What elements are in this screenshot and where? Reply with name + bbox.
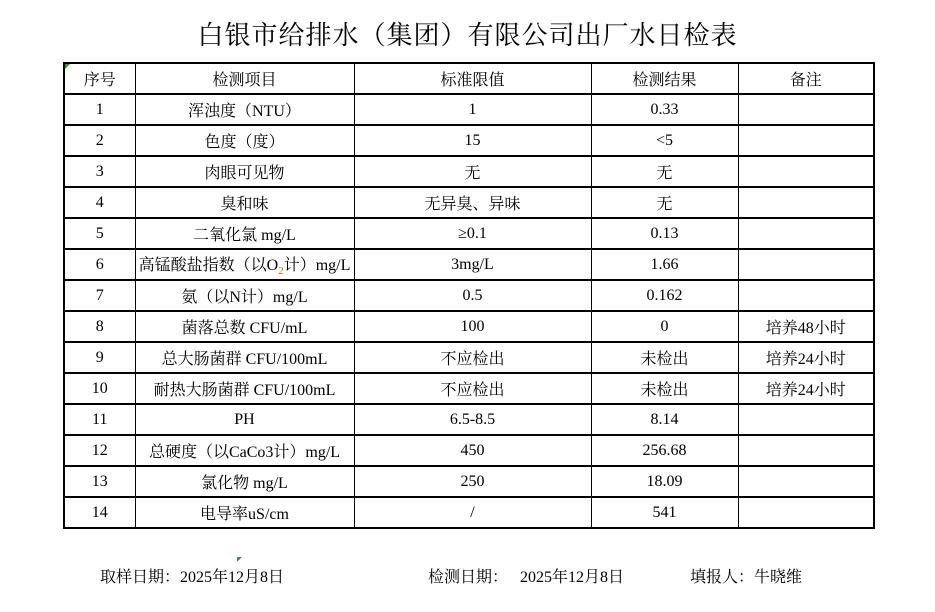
cell-result[interactable]: 1.66 <box>591 249 738 280</box>
cell-limit[interactable]: 1 <box>354 94 591 125</box>
page-title: 白银市给排水（集团）有限公司出厂水日检表 <box>197 21 738 50</box>
cell-remark[interactable] <box>738 187 874 218</box>
cell-no[interactable]: 14 <box>64 497 135 528</box>
cell-limit[interactable]: 0.5 <box>354 280 591 311</box>
table-row <box>64 311 874 342</box>
cell-remark[interactable] <box>738 94 874 125</box>
cell-item[interactable]: 总硬度（以CaCo3计）mg/L <box>135 435 354 466</box>
cell-item[interactable]: 色度（度） <box>135 125 354 156</box>
cell-no[interactable]: 9 <box>64 342 135 373</box>
cell-item[interactable]: 总大肠菌群 CFU/100mL <box>135 342 354 373</box>
cell-remark[interactable]: 培养24小时 <box>738 373 874 404</box>
cell-no[interactable]: 13 <box>64 466 135 497</box>
cell-remark[interactable] <box>738 249 874 280</box>
header-cell-item[interactable]: 检测项目 <box>135 63 354 94</box>
header-cell-result[interactable]: 检测结果 <box>591 63 738 94</box>
cell-result[interactable]: 8.14 <box>591 404 738 435</box>
cell-result[interactable]: 0.33 <box>591 94 738 125</box>
cell-item[interactable] <box>135 249 354 280</box>
sample-date <box>100 564 284 587</box>
cell-item[interactable]: 电导率uS/cm <box>135 497 354 528</box>
cell-result[interactable]: 541 <box>591 497 738 528</box>
table-row <box>64 249 874 280</box>
cell-remark[interactable] <box>738 280 874 311</box>
test-date <box>428 564 624 587</box>
cell-error-marker-icon <box>237 557 242 562</box>
cell-remark[interactable] <box>738 435 874 466</box>
cell-limit[interactable]: 不应检出 <box>354 342 591 373</box>
cell-result[interactable]: 无 <box>591 187 738 218</box>
cell-item[interactable]: 肉眼可见物 <box>135 156 354 187</box>
cell-remark[interactable]: 培养48小时 <box>738 311 874 342</box>
cell-item[interactable]: 二氧化氯 mg/L <box>135 218 354 249</box>
cell-item[interactable]: 耐热大肠菌群 CFU/100mL <box>135 373 354 404</box>
table-row <box>64 342 874 373</box>
cell-remark[interactable] <box>738 156 874 187</box>
table-row <box>64 94 874 125</box>
cell-remark[interactable]: 培养24小时 <box>738 342 874 373</box>
cell-result[interactable]: 18.09 <box>591 466 738 497</box>
cell-remark[interactable] <box>738 404 874 435</box>
table-row <box>64 373 874 404</box>
sample-date-value: 2025年12月8日 <box>180 569 285 586</box>
cell-limit[interactable]: 100 <box>354 311 591 342</box>
daily-check-table <box>63 62 875 529</box>
cell-remark[interactable] <box>738 497 874 528</box>
reporter-value: 牛晓维 <box>754 569 803 586</box>
test-date-label: 检测日期： <box>428 569 509 586</box>
cell-limit[interactable]: 不应检出 <box>354 373 591 404</box>
cell-no[interactable]: 6 <box>64 249 135 280</box>
cell-no[interactable]: 2 <box>64 125 135 156</box>
cell-limit[interactable]: 3mg/L <box>354 249 591 280</box>
cell-item[interactable]: 菌落总数 CFU/mL <box>135 311 354 342</box>
cell-item[interactable]: PH <box>135 404 354 435</box>
header-cell-remark[interactable]: 备注 <box>738 63 874 94</box>
cell-limit[interactable]: ≥0.1 <box>354 218 591 249</box>
cell-limit[interactable]: 450 <box>354 435 591 466</box>
table-row <box>64 280 874 311</box>
cell-no[interactable]: 3 <box>64 156 135 187</box>
cell-limit[interactable]: 15 <box>354 125 591 156</box>
cell-limit[interactable]: 无异臭、异味 <box>354 187 591 218</box>
cell-no[interactable]: 10 <box>64 373 135 404</box>
cell-no[interactable]: 1 <box>64 94 135 125</box>
cell-result[interactable]: 未检出 <box>591 342 738 373</box>
table-row <box>64 466 874 497</box>
cell-result[interactable]: 0.13 <box>591 218 738 249</box>
header-cell-no[interactable]: 序号 <box>64 63 135 94</box>
cell-no[interactable]: 7 <box>64 280 135 311</box>
cell-result[interactable]: 256.68 <box>591 435 738 466</box>
subscript-2: 2 <box>278 265 284 277</box>
cell-item[interactable]: 氨（以N计）mg/L <box>135 280 354 311</box>
table-row <box>64 435 874 466</box>
cell-remark[interactable] <box>738 218 874 249</box>
cell-no[interactable]: 11 <box>64 404 135 435</box>
table-row <box>64 497 874 528</box>
cell-no[interactable]: 4 <box>64 187 135 218</box>
item-text: 计）mg/L <box>283 257 351 274</box>
cell-no[interactable]: 5 <box>64 218 135 249</box>
cell-remark[interactable] <box>738 125 874 156</box>
cell-remark[interactable] <box>738 466 874 497</box>
cell-limit[interactable]: 250 <box>354 466 591 497</box>
cell-item[interactable]: 浑浊度（NTU） <box>135 94 354 125</box>
cell-limit[interactable]: / <box>354 497 591 528</box>
reporter <box>690 564 802 587</box>
sample-date-label: 取样日期： <box>100 569 181 586</box>
cell-limit[interactable]: 无 <box>354 156 591 187</box>
cell-result[interactable]: 0 <box>591 311 738 342</box>
cell-no[interactable]: 8 <box>64 311 135 342</box>
cell-limit[interactable]: 6.5-8.5 <box>354 404 591 435</box>
reporter-label: 填报人： <box>690 569 755 586</box>
table-row <box>64 156 874 187</box>
table-row <box>64 125 874 156</box>
table-row <box>64 218 874 249</box>
cell-item[interactable]: 臭和味 <box>135 187 354 218</box>
table-row <box>64 187 874 218</box>
test-date-value: 2025年12月8日 <box>520 569 625 586</box>
header-cell-limit[interactable]: 标准限值 <box>354 63 591 94</box>
cell-item[interactable]: 氯化物 mg/L <box>135 466 354 497</box>
footer <box>63 564 873 586</box>
table-row <box>64 404 874 435</box>
cell-result[interactable]: 未检出 <box>591 373 738 404</box>
cell-result[interactable]: <5 <box>591 125 738 156</box>
table-header-row <box>64 63 874 94</box>
item-text: 高锰酸盐指数（以O <box>138 257 279 274</box>
cell-result[interactable]: 0.162 <box>591 280 738 311</box>
cell-no[interactable]: 12 <box>64 435 135 466</box>
cell-result[interactable]: 无 <box>591 156 738 187</box>
